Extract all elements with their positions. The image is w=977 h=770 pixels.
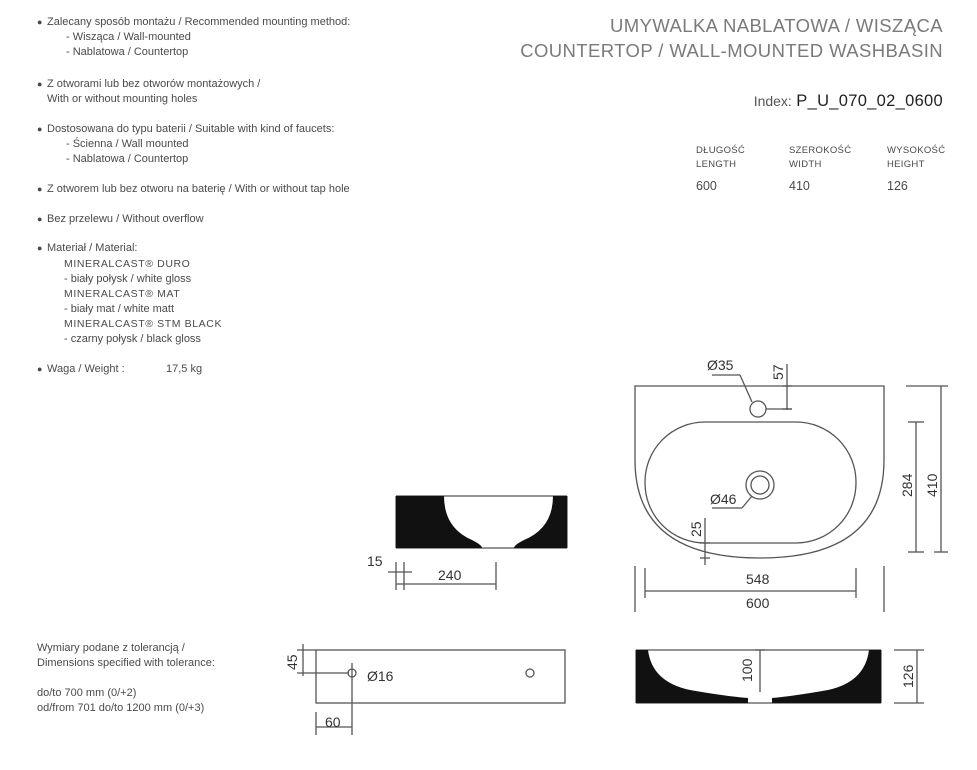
holes-line1: Z otworami lub bez otworów montażowych / bbox=[47, 78, 261, 90]
front-section-right-wall bbox=[772, 650, 881, 703]
taphole-text: Z otworem lub bez otworu na baterię / With or without tap hole bbox=[47, 183, 350, 195]
material-mat: MINERALCAST® MAT bbox=[64, 288, 181, 300]
bullet-icon: ● bbox=[37, 243, 43, 253]
drain-inner bbox=[751, 476, 769, 494]
weight-label: Waga / Weight : bbox=[47, 363, 125, 375]
dim-total-width: 410 bbox=[924, 473, 940, 497]
mounting-option-countertop: - Nablatowa / Countertop bbox=[66, 46, 189, 58]
bullet-icon: ● bbox=[37, 214, 43, 224]
dim-hole-offset: 60 bbox=[325, 714, 341, 730]
dim-bowl-depth: 100 bbox=[739, 658, 755, 682]
dim-hole-height: 45 bbox=[284, 654, 300, 670]
bullet-icon: ● bbox=[37, 17, 43, 27]
spec-width-value: 410 bbox=[789, 179, 810, 193]
material-stm-black: MINERALCAST® STM BLACK bbox=[64, 318, 223, 330]
dim-bowl-offset: 25 bbox=[688, 521, 704, 537]
product-title-en: COUNTERTOP / WALL-MOUNTED WASHBASIN bbox=[520, 40, 943, 61]
bullet-icon: ● bbox=[37, 79, 43, 89]
side-section-left-wall bbox=[396, 496, 482, 548]
material-duro: MINERALCAST® DURO bbox=[64, 258, 191, 270]
dim-drain-diameter: Ø46 bbox=[710, 491, 737, 507]
drain-outer bbox=[746, 471, 774, 499]
bowl-outline bbox=[645, 422, 856, 543]
spec-width-pl: SZEROKOŚĆ bbox=[789, 145, 852, 156]
dim-half-length: 240 bbox=[438, 567, 462, 583]
tolerance-line4: od/from 701 do/to 1200 mm (0/+3) bbox=[37, 702, 205, 714]
dim-bowl-length: 548 bbox=[746, 571, 770, 587]
bullet-icon: ● bbox=[37, 184, 43, 194]
faucets-option-countertop: - Nablatowa / Countertop bbox=[66, 153, 189, 165]
dim-bowl-width: 284 bbox=[899, 473, 915, 497]
mounting-option-wall: - Wisząca / Wall-mounted bbox=[66, 31, 191, 43]
material-stm-black-finish: - czarny połysk / black gloss bbox=[64, 333, 201, 345]
tolerance-line1: Wymiary podane z tolerancją / bbox=[37, 642, 185, 654]
overflow-text: Bez przelewu / Without overflow bbox=[47, 213, 204, 225]
tap-hole bbox=[750, 401, 766, 417]
dim-tap-hole-offset: 57 bbox=[770, 364, 786, 380]
spec-length-pl: DŁUGOŚĆ bbox=[696, 145, 746, 156]
basin-outline bbox=[635, 386, 884, 558]
dim-wall-thickness: 15 bbox=[367, 553, 383, 569]
dim-total-length: 600 bbox=[746, 595, 770, 611]
dim-mounting-hole-diameter: Ø16 bbox=[367, 668, 394, 684]
index-value: P_U_070_02_0600 bbox=[796, 92, 943, 110]
mounting-title: Zalecany sposób montażu / Recommended mounting method: bbox=[47, 16, 351, 28]
faucets-option-wall: - Ścienna / Wall mounted bbox=[66, 138, 189, 150]
spec-width-en: WIDTH bbox=[789, 159, 822, 170]
spec-length-en: LENGTH bbox=[696, 159, 737, 170]
side-section-right-wall bbox=[514, 496, 567, 548]
mounting-hole-right bbox=[526, 669, 534, 677]
faucets-title: Dostosowana do typu baterii / Suitable with kind of faucets: bbox=[47, 123, 335, 135]
holes-line2: With or without mounting holes bbox=[47, 93, 198, 105]
front-section-left-wall bbox=[636, 650, 748, 703]
index-label: Index: bbox=[753, 93, 792, 109]
tolerance-line2: Dimensions specified with tolerance: bbox=[37, 657, 215, 669]
material-duro-finish: - biały połysk / white gloss bbox=[64, 273, 192, 285]
material-title: Materiał / Material: bbox=[47, 242, 138, 254]
tolerance-line3: do/to 700 mm (0/+2) bbox=[37, 687, 137, 699]
spec-height-pl: WYSOKOŚĆ bbox=[887, 145, 946, 156]
spec-length-value: 600 bbox=[696, 179, 717, 193]
product-title-pl: UMYWALKA NABLATOWA / WISZĄCA bbox=[610, 15, 943, 36]
dim-total-height: 126 bbox=[900, 664, 916, 688]
bullet-icon: ● bbox=[37, 364, 43, 374]
spec-height-en: HEIGHT bbox=[887, 159, 925, 170]
bullet-icon: ● bbox=[37, 124, 43, 134]
dim-tap-hole-diameter: Ø35 bbox=[707, 357, 734, 373]
weight-value: 17,5 kg bbox=[166, 363, 203, 375]
spec-height-value: 126 bbox=[887, 179, 908, 193]
material-mat-finish: - biały mat / white matt bbox=[64, 303, 175, 315]
